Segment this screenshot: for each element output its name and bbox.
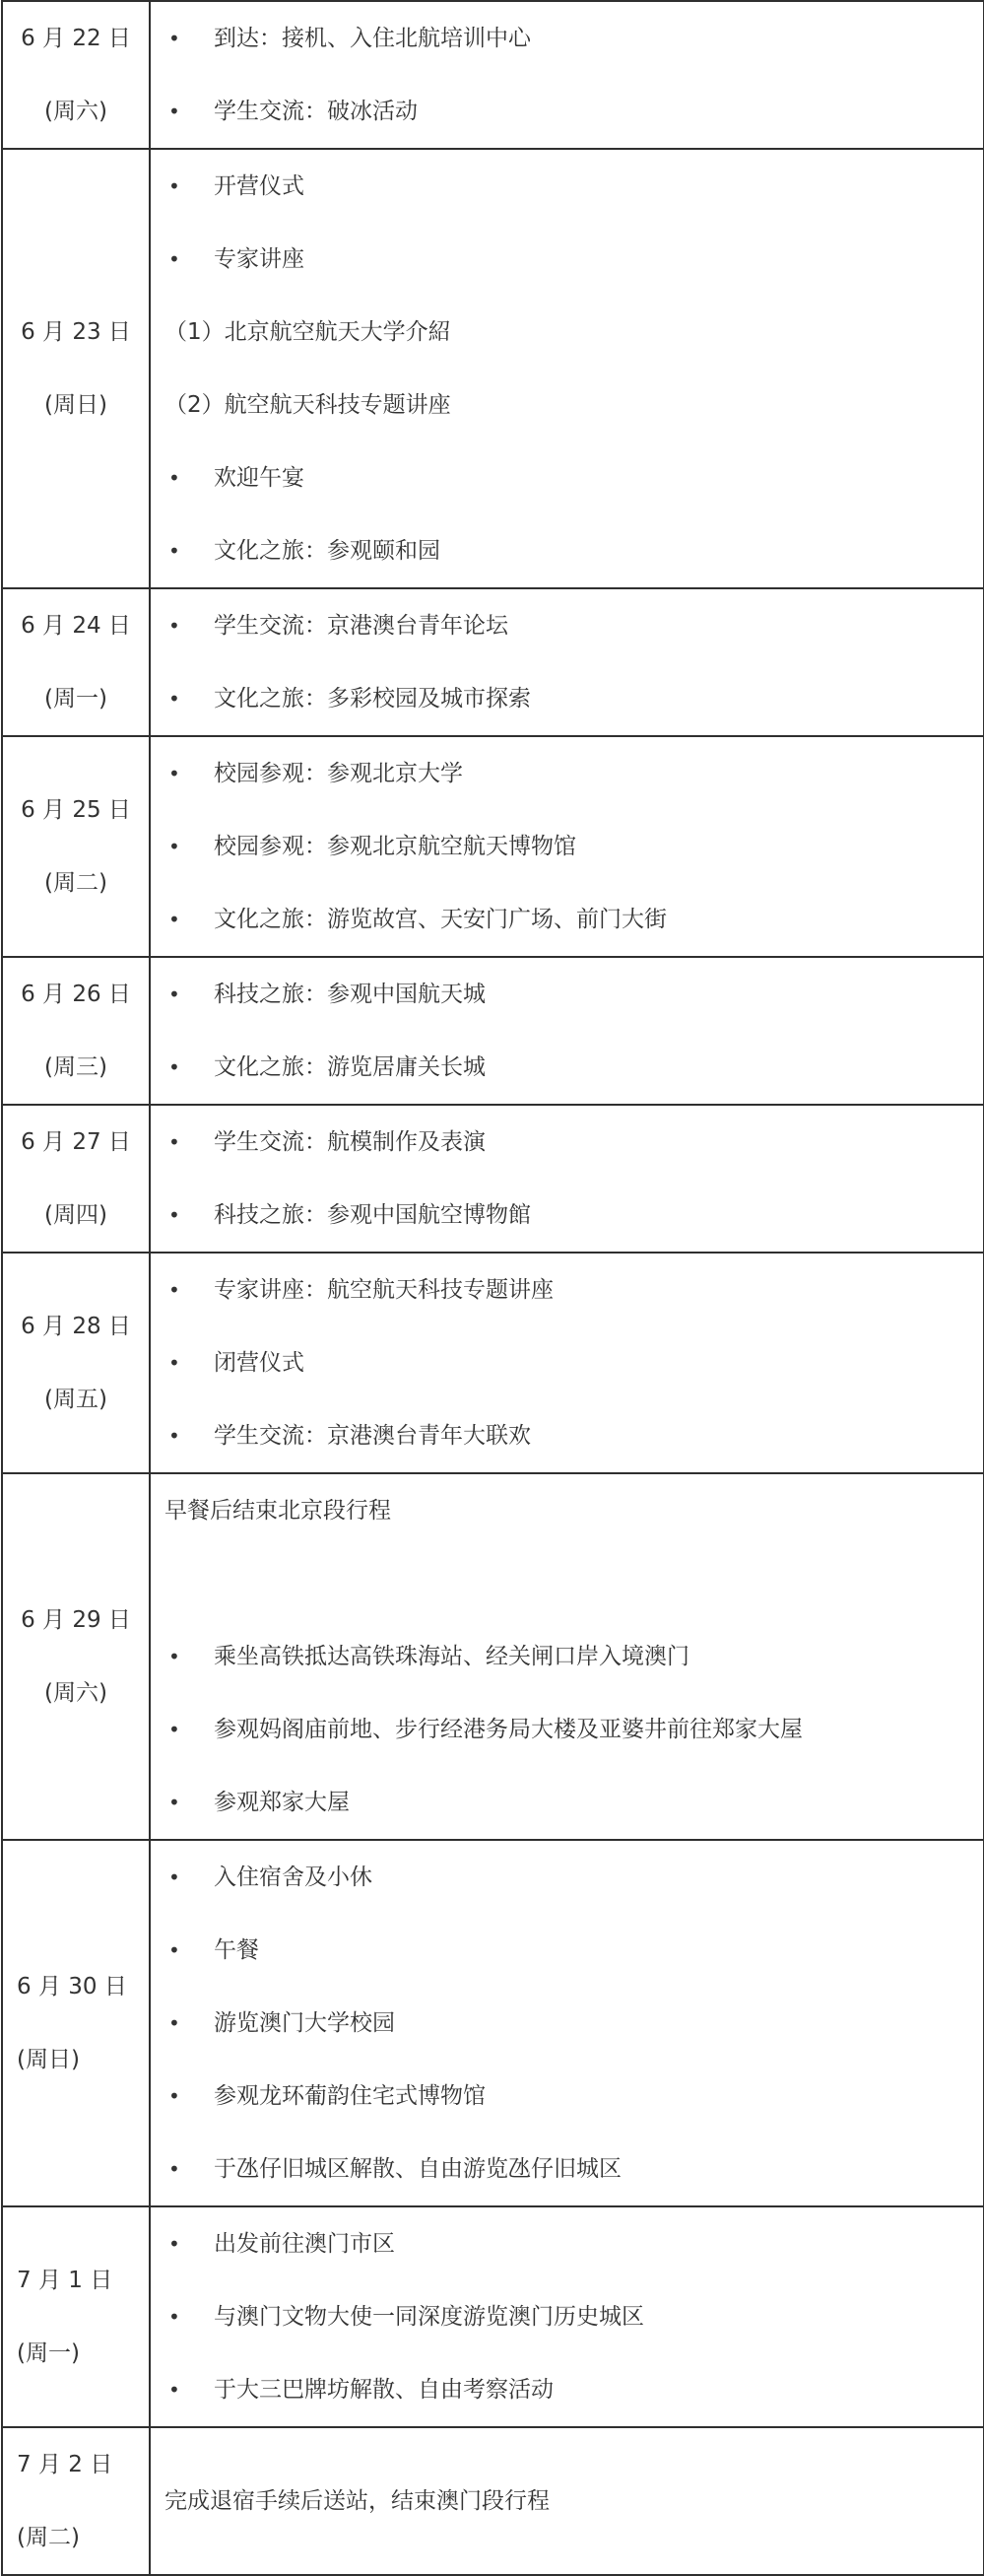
date-label: 6 月 26 日	[21, 982, 131, 1007]
weekday-label: (周二)	[17, 2525, 80, 2550]
date-cell	[2, 1253, 150, 1473]
activity-text: （2）航空航天科技专题讲座	[164, 392, 451, 418]
date-label: 7 月 1 日	[17, 2268, 113, 2293]
weekday-label: (周六)	[44, 1680, 107, 1706]
activity-item	[151, 1106, 983, 1179]
activity-item	[151, 75, 983, 148]
weekday-label: (周二)	[44, 870, 107, 896]
bullet-icon: •	[168, 2232, 180, 2256]
bullet-icon: •	[168, 1351, 180, 1375]
schedule-row	[2, 588, 984, 736]
activity-text: 与澳门文物大使一同深度游览澳门历史城区	[214, 2304, 644, 2330]
date-cell	[2, 588, 150, 736]
activity-item	[151, 1031, 983, 1104]
bullet-icon: •	[168, 2084, 180, 2108]
activity-item	[151, 369, 983, 441]
activity-item	[151, 296, 983, 369]
activities-cell	[150, 588, 984, 736]
activity-text: 参观妈阁庙前地、步行经港务局大楼及亚婆井前往郑家大屋	[214, 1717, 803, 1742]
date-label: 6 月 24 日	[21, 613, 131, 639]
weekday-label: (周日)	[44, 392, 107, 418]
activity-item	[151, 2060, 983, 2133]
bullet-icon: •	[168, 1055, 180, 1079]
activities-cell	[150, 1473, 984, 1840]
bullet-icon: •	[168, 614, 180, 638]
activity-item	[151, 958, 983, 1031]
activities-cell	[150, 1253, 984, 1473]
activity-item	[151, 810, 983, 883]
activity-text: 文化之旅：参观颐和园	[214, 538, 440, 564]
schedule-row	[2, 1473, 984, 1840]
activity-text: 开营仪式	[214, 173, 304, 199]
activity-text: 入住宿舍及小休	[214, 1864, 372, 1890]
bullet-icon: •	[168, 983, 180, 1006]
activity-text: 校园参观：参观北京航空航天博物馆	[214, 834, 576, 859]
activity-text: 出发前往澳门市区	[214, 2231, 395, 2257]
activity-text: 到达：接机、入住北航培训中心	[214, 26, 531, 51]
activity-text: 早餐后结束北京段行程	[164, 1498, 391, 1524]
schedule-body	[2, 1, 984, 2575]
bullet-icon: •	[168, 762, 180, 785]
activity-text: 欢迎午宴	[214, 465, 304, 491]
activity-text: 午餐	[214, 1937, 259, 1963]
bullet-icon: •	[168, 1791, 180, 1814]
activity-item	[151, 2280, 983, 2353]
date-cell	[2, 1, 150, 149]
activities-cell	[150, 736, 984, 957]
activities-cell	[150, 1105, 984, 1253]
weekday-label: (周日)	[17, 2047, 80, 2072]
bullet-icon: •	[168, 2305, 180, 2329]
bullet-icon: •	[168, 2378, 180, 2402]
activities-cell	[150, 1840, 984, 2206]
date-label: 6 月 28 日	[21, 1314, 131, 1339]
activity-item	[151, 1841, 983, 1914]
bullet-icon: •	[168, 100, 180, 123]
schedule-row	[2, 2206, 984, 2427]
date-cell	[2, 2427, 150, 2575]
activity-item	[151, 1399, 983, 1472]
date-cell	[2, 1105, 150, 1253]
bullet-icon: •	[168, 1938, 180, 1962]
bullet-icon: •	[168, 908, 180, 931]
activity-item	[151, 737, 983, 810]
schedule-row	[2, 1105, 984, 1253]
date-label: 6 月 22 日	[21, 26, 131, 51]
schedule-row	[2, 149, 984, 588]
spacer	[151, 1547, 983, 1620]
date-label: 6 月 29 日	[21, 1607, 131, 1633]
weekday-label: (周五)	[44, 1387, 107, 1412]
bullet-icon: •	[168, 2157, 180, 2181]
activity-text: 于大三巴牌坊解散、自由考察活动	[214, 2377, 554, 2403]
schedule-row	[2, 1253, 984, 1473]
bullet-icon: •	[168, 1203, 180, 1227]
schedule-row	[2, 2427, 984, 2575]
activity-item	[151, 1987, 983, 2060]
activity-item	[151, 2465, 983, 2538]
bullet-icon: •	[168, 1718, 180, 1741]
schedule-row	[2, 1840, 984, 2206]
activity-item	[151, 883, 983, 956]
bullet-icon: •	[168, 539, 180, 563]
schedule-table	[1, 0, 984, 2576]
bullet-icon: •	[168, 27, 180, 50]
bullet-icon: •	[168, 1278, 180, 1302]
schedule-row	[2, 1, 984, 149]
bullet-icon: •	[168, 174, 180, 198]
activity-item	[151, 1914, 983, 1987]
schedule-row	[2, 957, 984, 1105]
activity-text: 学生交流：京港澳台青年大联欢	[214, 1423, 531, 1449]
schedule-row	[2, 736, 984, 957]
activities-cell	[150, 2427, 984, 2575]
activity-text: 于氹仔旧城区解散、自由游览氹仔旧城区	[214, 2156, 622, 2182]
activity-text: 参观郑家大屋	[214, 1790, 350, 1815]
activity-item	[151, 150, 983, 223]
date-label: 6 月 25 日	[21, 797, 131, 823]
weekday-label: (周一)	[17, 2340, 80, 2366]
date-cell	[2, 1840, 150, 2206]
date-cell	[2, 149, 150, 588]
activity-text: 学生交流：破冰活动	[214, 99, 418, 124]
activity-item	[151, 1326, 983, 1399]
activity-text: 专家讲座	[214, 246, 304, 272]
bullet-icon: •	[168, 835, 180, 858]
weekday-label: (周四)	[44, 1202, 107, 1228]
activity-text: 科技之旅：参观中国航空博物館	[214, 1202, 531, 1228]
bullet-icon: •	[168, 1130, 180, 1154]
date-cell	[2, 957, 150, 1105]
activities-cell	[150, 149, 984, 588]
date-cell	[2, 736, 150, 957]
activity-text: 游览澳门大学校园	[214, 2010, 395, 2036]
bullet-icon: •	[168, 1645, 180, 1668]
activity-item	[151, 662, 983, 735]
activity-item	[151, 2353, 983, 2426]
weekday-label: (周六)	[44, 99, 107, 124]
activity-text: 科技之旅：参观中国航天城	[214, 982, 486, 1007]
date-label: 6 月 30 日	[17, 1974, 127, 2000]
activity-item	[151, 1179, 983, 1252]
bullet-icon: •	[168, 466, 180, 490]
bullet-icon: •	[168, 2011, 180, 2035]
activity-item	[151, 441, 983, 514]
activity-text: 学生交流：航模制作及表演	[214, 1129, 486, 1155]
activity-text: 完成退宿手续后送站，结束澳门段行程	[164, 2488, 550, 2514]
activity-item	[151, 1254, 983, 1326]
date-cell	[2, 2206, 150, 2427]
activity-item	[151, 2133, 983, 2205]
activity-text: 参观龙环葡韵住宅式博物馆	[214, 2083, 486, 2109]
activity-text: 文化之旅：游览故宫、天安门广场、前门大街	[214, 907, 667, 932]
activities-cell	[150, 2206, 984, 2427]
activity-item	[151, 2, 983, 75]
activities-cell	[150, 1, 984, 149]
activity-text: 乘坐高铁抵达高铁珠海站、经关闸口岸入境澳门	[214, 1644, 689, 1669]
activity-text: 校园参观：参观北京大学	[214, 761, 463, 786]
activity-item	[151, 223, 983, 296]
activity-text: 学生交流：京港澳台青年论坛	[214, 613, 508, 639]
activity-item	[151, 514, 983, 587]
bullet-icon: •	[168, 687, 180, 711]
bullet-icon: •	[168, 247, 180, 271]
weekday-label: (周三)	[44, 1054, 107, 1080]
bullet-icon: •	[168, 1865, 180, 1889]
activity-text: 专家讲座：航空航天科技专题讲座	[214, 1277, 554, 1303]
date-label: 7 月 2 日	[17, 2452, 113, 2477]
bullet-icon: •	[168, 1424, 180, 1448]
activity-item	[151, 589, 983, 662]
activity-item	[151, 1766, 983, 1839]
activity-item	[151, 1620, 983, 1693]
date-label: 6 月 23 日	[21, 319, 131, 345]
activity-text: 闭营仪式	[214, 1350, 304, 1376]
activity-text: 文化之旅：游览居庸关长城	[214, 1054, 486, 1080]
activity-item	[151, 1474, 983, 1547]
activity-text: 文化之旅：多彩校园及城市探索	[214, 686, 531, 712]
activity-item	[151, 2207, 983, 2280]
activity-item	[151, 1693, 983, 1766]
weekday-label: (周一)	[44, 686, 107, 712]
date-label: 6 月 27 日	[21, 1129, 131, 1155]
activity-text: （1）北京航空航天大学介紹	[164, 319, 451, 345]
activities-cell	[150, 957, 984, 1105]
date-cell	[2, 1473, 150, 1840]
